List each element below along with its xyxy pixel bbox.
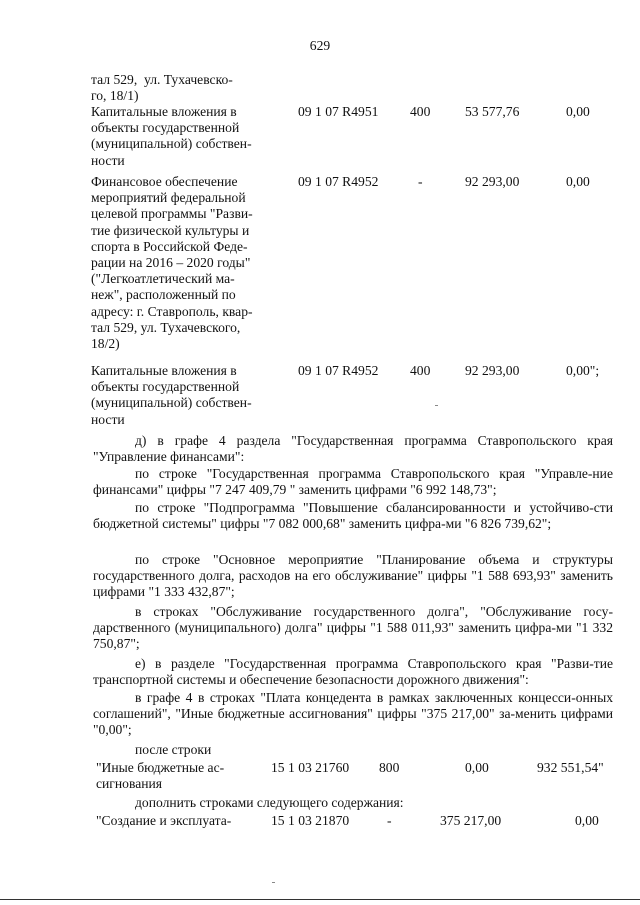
row-code: 09 1 07 R4952 — [298, 363, 379, 378]
row-sum2: 0,00 — [566, 174, 590, 189]
page-number: 629 — [309, 38, 331, 53]
row-vr: 800 — [379, 760, 400, 775]
paragraph: по строке "Подпрограмма "Повышение сбалансированности и устойчиво-сти бюджетной системы" цифры "7 082 000,68" заменить цифра-ми "6 826 739,62"; — [93, 500, 613, 532]
row-code: 09 1 07 R4951 — [298, 104, 379, 119]
row-code: 09 1 07 R4952 — [298, 174, 379, 189]
row-sum1: 92 293,00 — [465, 363, 520, 378]
row-sum2: 932 551,54" — [537, 760, 604, 775]
scan-artifact — [435, 405, 438, 406]
paragraph: дополнить строками следующего содержания: — [135, 795, 404, 810]
paragraph: по строке "Государственная программа Ставропольского края "Управле-ние финансами" цифры "7 247 409,79 " заменить цифрами "6 992 148,73"; — [93, 466, 613, 498]
row-sum1: 53 577,76 — [465, 104, 520, 119]
row-name: тал 529, ул. Тухачевско- го, 18/1) — [91, 72, 233, 104]
row-name: Финансовое обеспечение мероприятий федеральной целевой программы "Разви- тие физической культуры и спорта в Российской Феде- рации на 2016 – 2020 годы" ("Легкоатлетический ма- неж", расположенный по адресу: г. Ставрополь, квар- тал 529, ул. Тухачевского, 18/2) — [91, 174, 253, 352]
paragraph: по строке "Основное мероприятие "Планирование объема и структуры государственного долга, расходов на его обслуживание" цифры "1 588 693,93" заменить цифрами "1 333 432,87"; — [93, 552, 613, 600]
paragraph: в строках "Обслуживание государственного долга", "Обслуживание госу-дарственного (муниципального) долга" цифры "1 588 011,93" заменить цифра-ми "1 332 750,87"; — [93, 604, 613, 652]
row-sum1: 0,00 — [465, 760, 489, 775]
row-name: Капитальные вложения в объекты государственной (муниципальной) собствен- ности — [91, 104, 252, 168]
row-vr: - — [418, 174, 423, 189]
row-sum2: 0,00 — [566, 104, 590, 119]
row-vr: - — [387, 813, 392, 828]
row-name: Капитальные вложения в объекты государственной (муниципальной) собствен- ности — [91, 363, 252, 427]
row-code: 15 1 03 21870 — [271, 813, 350, 828]
row-sum2: 0,00 — [575, 813, 599, 828]
page-edge-line — [0, 899, 640, 900]
paragraph: е) в разделе "Государственная программа Ставропольского края "Разви-тие транспортной системы и обеспечение безопасности дорожного движения": — [93, 656, 613, 688]
row-vr: 400 — [410, 363, 431, 378]
row-vr: 400 — [410, 104, 431, 119]
row-name: "Иные бюджетные ас- сигнования — [96, 760, 225, 792]
row-sum1: 92 293,00 — [465, 174, 520, 189]
row-name: "Создание и эксплуата- — [96, 813, 232, 828]
row-sum1: 375 217,00 — [440, 813, 502, 828]
paragraph: после строки — [135, 742, 212, 757]
row-code: 15 1 03 21760 — [271, 760, 350, 775]
paragraph: д) в графе 4 раздела "Государственная программа Ставропольского края "Управление финансами": — [93, 433, 613, 465]
row-sum2: 0,00"; — [566, 363, 600, 378]
scan-artifact — [272, 882, 275, 883]
paragraph: в графе 4 в строках "Плата концедента в рамках заключенных концесси-онных соглашений", "Иные бюджетные ассигнования" цифры "375 217,00" за-менить цифрами "0,00"; — [93, 690, 613, 738]
